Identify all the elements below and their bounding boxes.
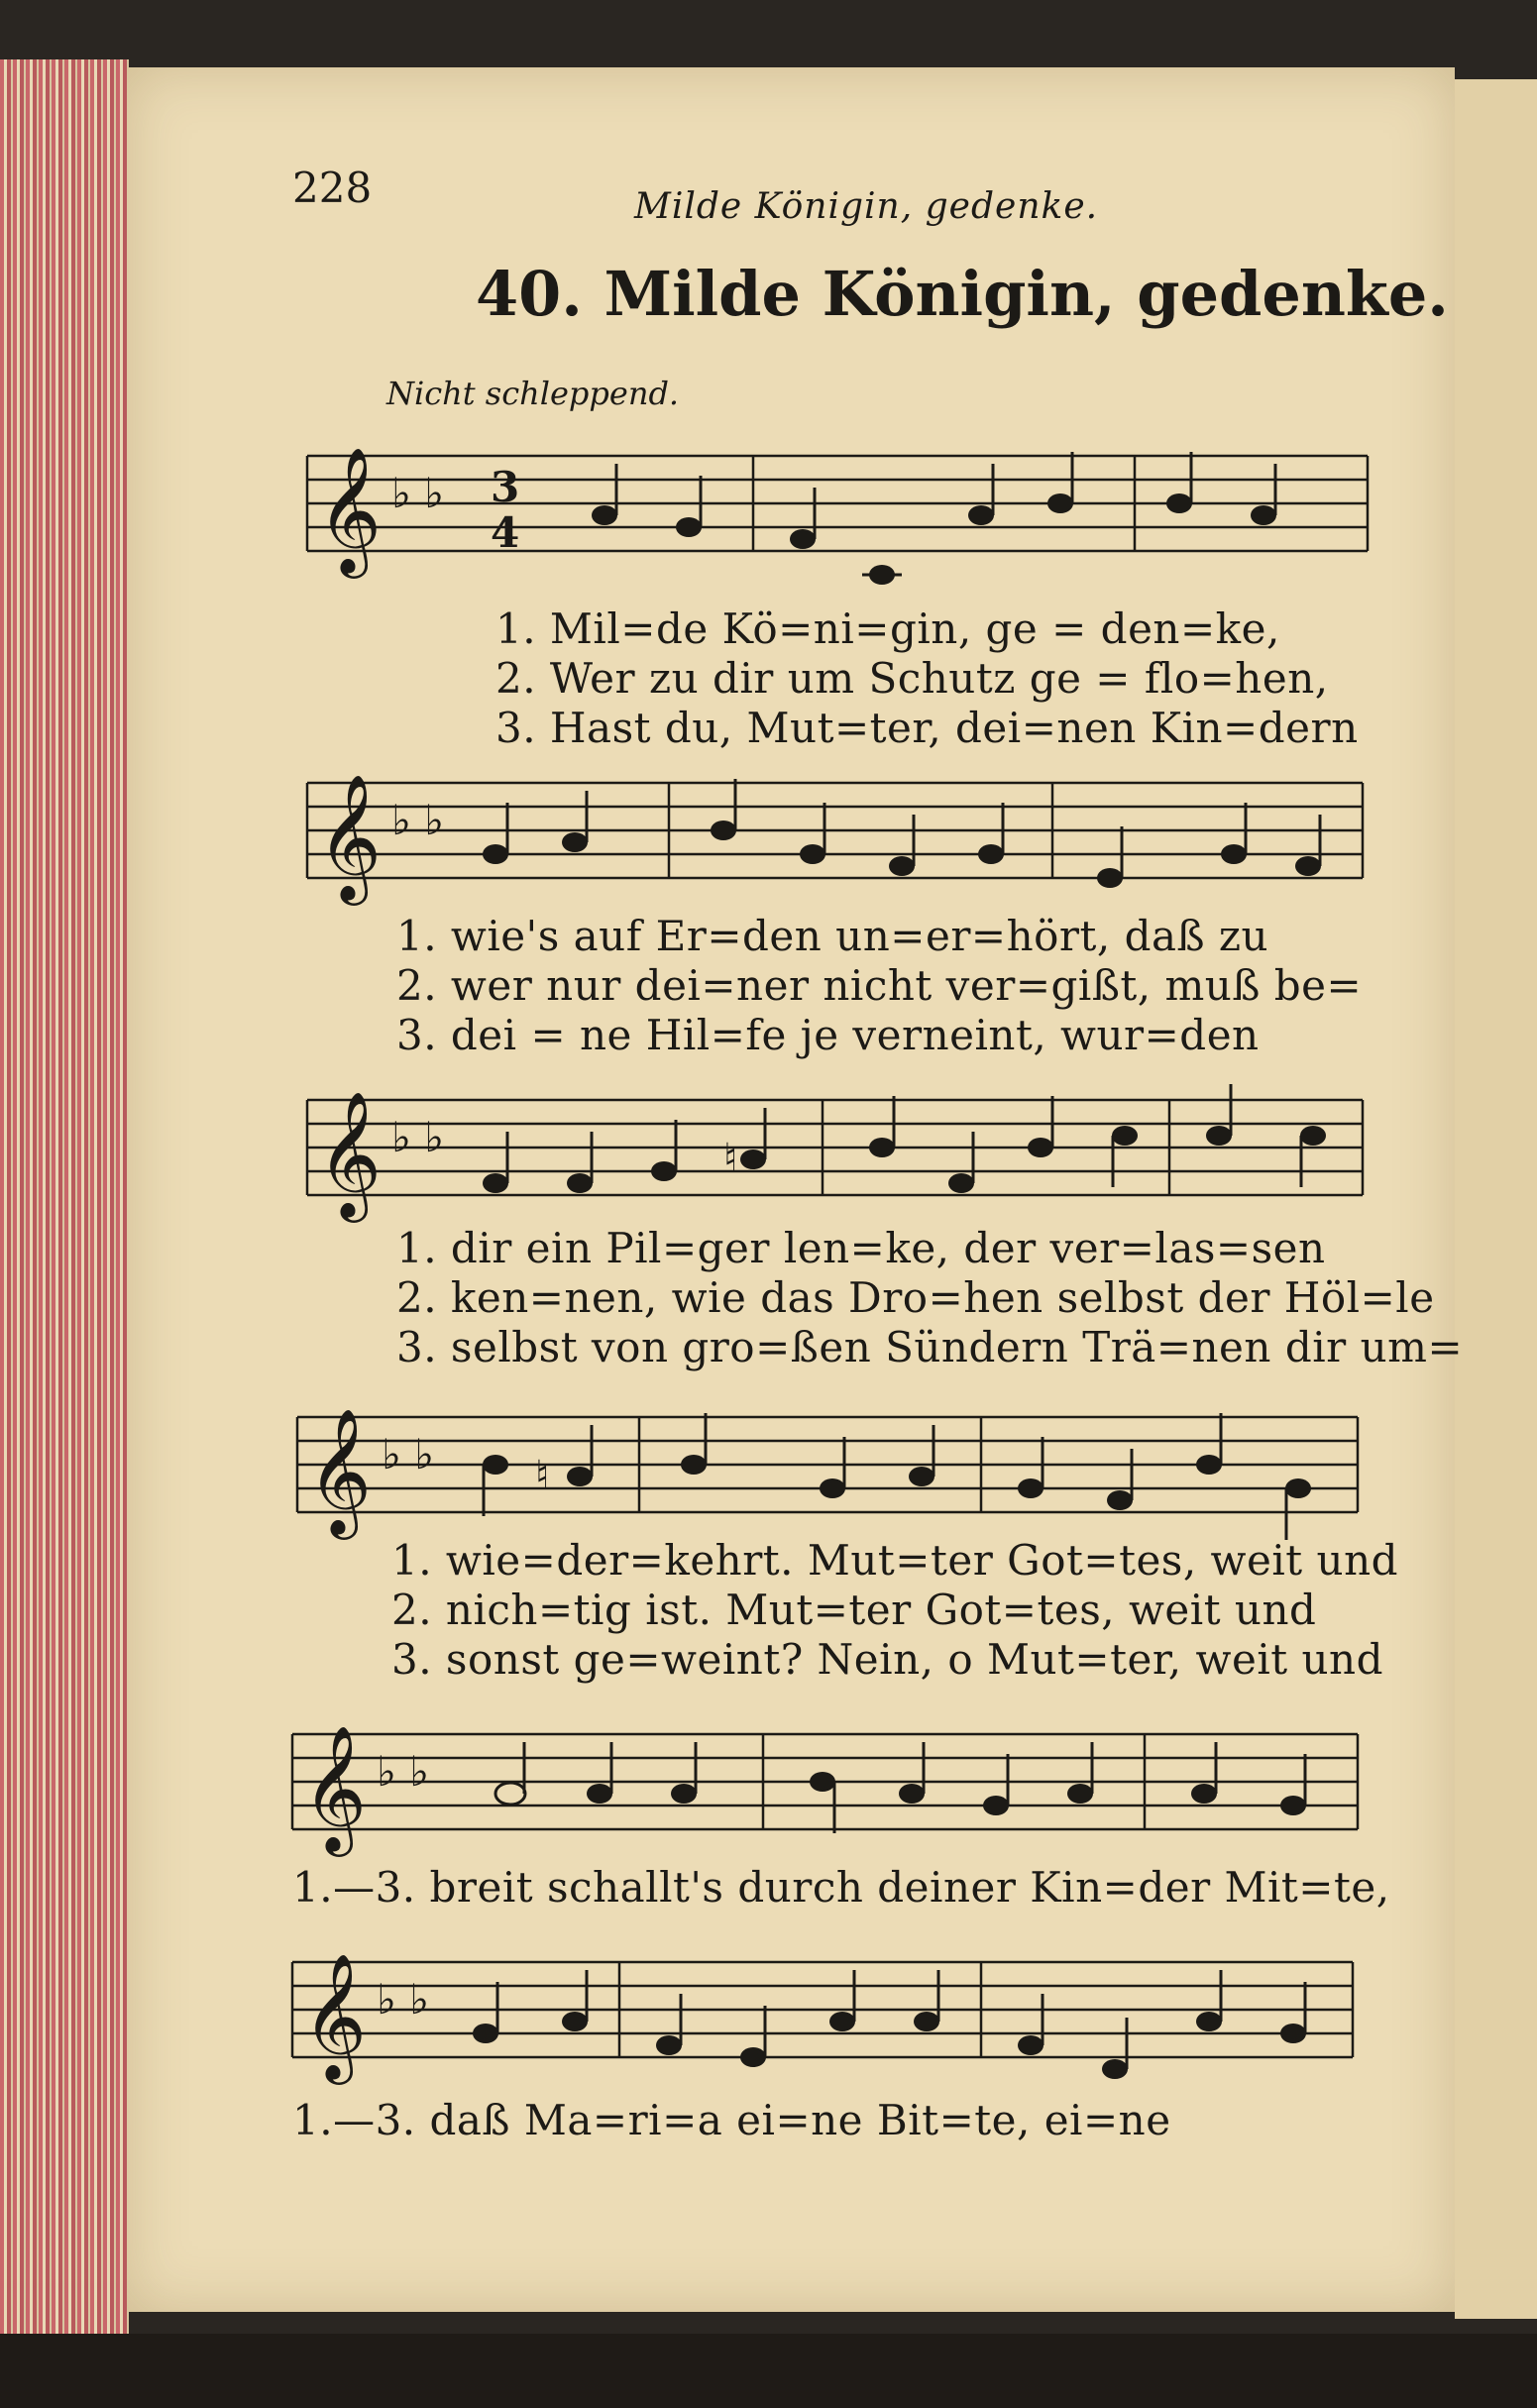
next-page-edge: [1455, 79, 1537, 2319]
page-number: 228: [292, 164, 373, 212]
hymn-title: 40. Milde Königin, gedenke.: [476, 258, 1449, 330]
tempo-marking: Nicht schleppend.: [386, 375, 680, 412]
music-staff-2: [307, 773, 1377, 912]
music-staff-5: [292, 1714, 1363, 1873]
time-signature-bottom: 4: [491, 508, 520, 557]
lyric-line: 3. Hast du, Mut=ter, dei=nen Kin=dern: [495, 704, 1359, 752]
notes: [483, 1413, 1311, 1540]
flat-sign: ♭ ♭: [391, 796, 444, 844]
treble-clef-icon: 𝄞: [307, 1407, 373, 1534]
lyric-line: 3. sonst ge=weint? Nein, o Mut=ter, weit und: [391, 1635, 1383, 1684]
natural-sign: ♮: [723, 1136, 738, 1181]
notes: [495, 1742, 1306, 1833]
treble-clef-icon: 𝄞: [302, 1952, 368, 2079]
lyric-line: 1. wie=der=kehrt. Mut=ter Got=tes, weit und: [391, 1536, 1399, 1585]
page-edges: [0, 59, 129, 2339]
notes: [592, 452, 1276, 585]
flat-sign: ♭ ♭: [377, 1747, 429, 1796]
treble-clef-icon: 𝄞: [317, 773, 383, 900]
background: [0, 2334, 1537, 2408]
lyric-line: 2. nich=tig ist. Mut=ter Got=tes, weit und: [391, 1586, 1317, 1634]
treble-clef-icon: 𝄞: [317, 446, 383, 573]
music-staff-6: [292, 1942, 1363, 2111]
lyric-line: 1. wie's auf Er=den un=er=hört, daß zu: [396, 912, 1269, 960]
flat-sign: ♭ ♭: [391, 1113, 444, 1161]
treble-clef-icon: 𝄞: [302, 1724, 368, 1851]
flat-sign: ♭ ♭: [382, 1430, 434, 1478]
lyric-line: 2. Wer zu dir um Schutz ge = flo=hen,: [495, 654, 1329, 703]
music-staff-1: [307, 436, 1377, 624]
music-staff-4: [297, 1397, 1368, 1546]
lyric-line: 2. wer nur dei=ner nicht ver=gißt, muß be=: [396, 961, 1363, 1010]
time-signature-top: 3: [491, 463, 520, 511]
lyric-line: 1.—3. breit schallt's durch deiner Kin=der Mit=te,: [292, 1863, 1390, 1912]
lyric-line: 2. ken=nen, wie das Dro=hen selbst der Höl=le: [396, 1273, 1435, 1322]
music-staff-3: [307, 1090, 1377, 1239]
running-head: Milde Königin, gedenke.: [634, 186, 1099, 227]
lyric-line: 1.—3. daß Ma=ri=a ei=ne Bit=te, ei=ne: [292, 2096, 1171, 2144]
flat-sign: ♭ ♭: [377, 1975, 429, 2024]
treble-clef-icon: 𝄞: [317, 1090, 383, 1217]
lyric-line: 3. selbst von gro=ßen Sündern Trä=nen dir um=: [396, 1323, 1464, 1371]
notes: [483, 779, 1321, 888]
flat-sign: ♭ ♭: [391, 469, 444, 517]
lyric-line: 3. dei = ne Hil=fe je verneint, wur=den: [396, 1011, 1260, 1059]
lyric-line: 1. dir ein Pil=ger len=ke, der ver=las=sen: [396, 1224, 1326, 1272]
natural-sign: ♮: [535, 1453, 550, 1498]
lyric-line: 1. Mil=de Kö=ni=gin, ge = den=ke,: [495, 604, 1280, 653]
